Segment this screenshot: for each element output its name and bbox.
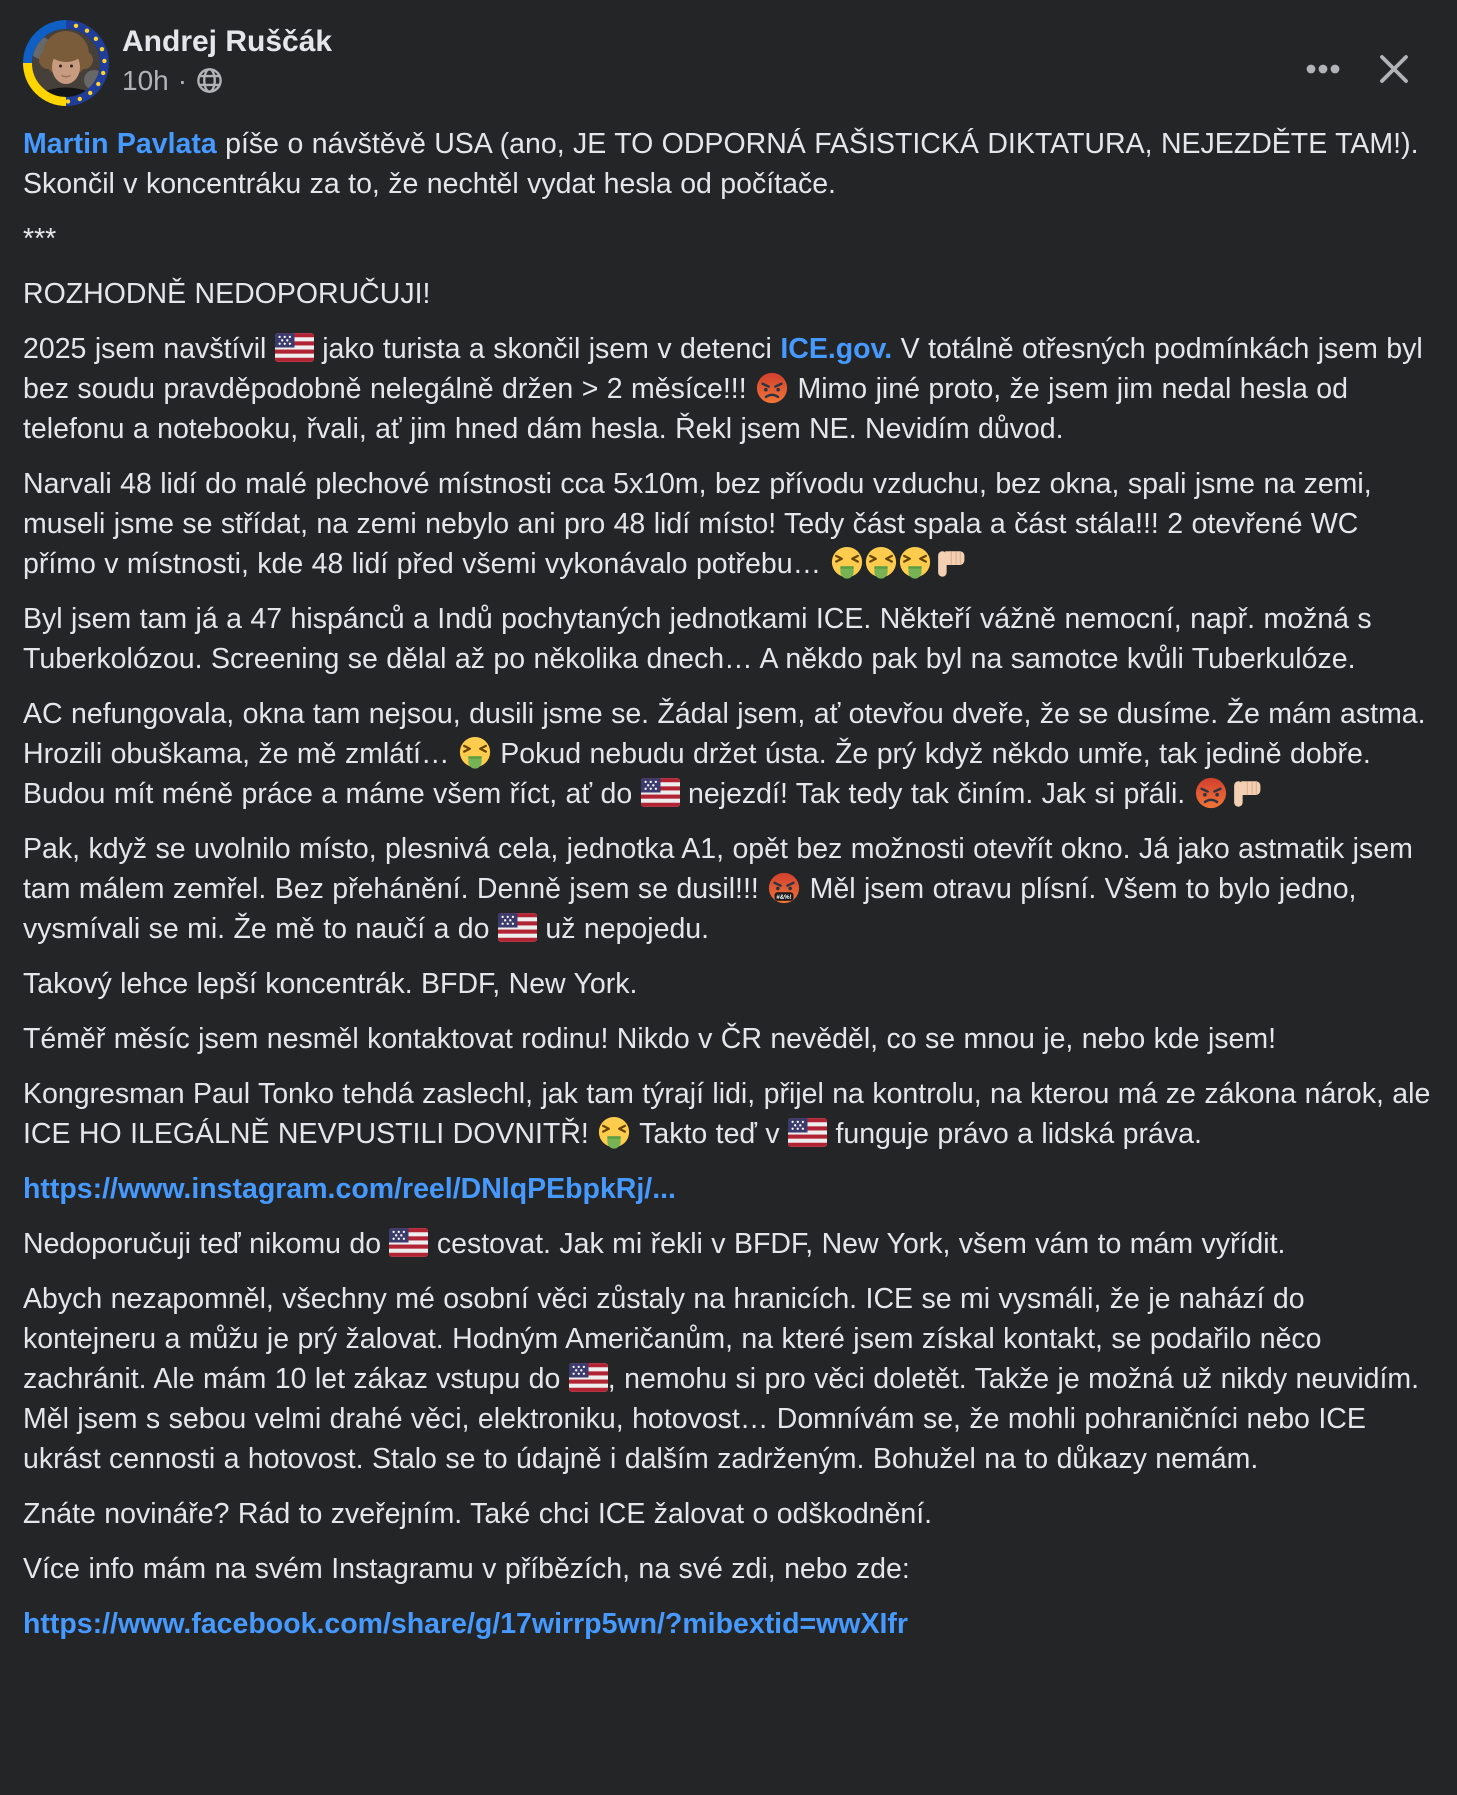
- post-paragraph: Narvali 48 lidí do malé plechové místnosti cca 5x10m, bez přívodu vzduchu, bez okna, spali jsme na zemi, museli jsme se střídat, na zemi nebylo ani pro 48 lidí místo! Tedy část spala a část stála!!! 2 otevřené WC přímo v místnosti, kde 48 lidí před všemi vykonávalo potřebu…: [23, 468, 1372, 580]
- svg-text:#&%!: #&%!: [776, 893, 792, 901]
- more-options-button[interactable]: [1296, 42, 1350, 96]
- header-actions: [1296, 42, 1420, 96]
- close-icon: [1374, 77, 1414, 92]
- close-button[interactable]: [1368, 43, 1420, 95]
- avatar-image: [23, 20, 109, 106]
- vomiting-face-emoji: [898, 546, 932, 580]
- cursing-face-emoji: [767, 871, 801, 905]
- meta-separator: ·: [177, 64, 188, 96]
- post-paragraph: Znáte novináře? Rád to zveřejním. Také chci ICE žalovat o odškodnění.: [23, 1498, 933, 1530]
- post-meta-line: [122, 64, 332, 96]
- us-flag-emoji: [788, 1118, 827, 1147]
- post-paragraph: Byl jsem tam já a 47 hispánců a Indů pochytaných jednotkami ICE. Někteří vážně nemocní, např. možná s Tuberkolózou. Screening se dělal až po několika dnech… A někdo pak byl na samotce kvůli Tuberkulóze.: [23, 603, 1372, 675]
- header-meta: [122, 20, 332, 95]
- post-header: [23, 20, 1434, 106]
- three-dots-icon: [1302, 78, 1344, 93]
- post-paragraph: Takový lehce lepší koncentrák. BFDF, New York.: [23, 968, 638, 1000]
- post-paragraph: AC nefungovala, okna tam nejsou, dusili jsme se. Žádal jsem, ať otevřou dveře, že se dusíme. Že mám astma. Hrozili obuškama, že mě zmlátí… Pokud nebudu držet ústa. Že prý když někdo umře, tak jedině dobře. Budou mít méně práce a máme všem říct, ať do nejezdí! Tak tedy tak činím. Jak si přáli.: [23, 698, 1426, 810]
- inline-link[interactable]: Martin Pavlata: [23, 128, 217, 160]
- thumbs-down-emoji: [1228, 776, 1262, 810]
- post-paragraph: Nedoporučuji teď nikomu do cestovat. Jak mi řekli v BFDF, New York, všem vám to mám vyřídit.: [23, 1228, 1286, 1260]
- post-paragraph: Kongresman Paul Tonko tehdá zaslechl, jak tam týrají lidi, přijel na kontrolu, na kterou má ze zákona nárok, ale ICE HO ILEGÁLNĚ NEVPUSTILI DOVNITŘ! Takto teď v funguje právo a lidská práva.: [23, 1078, 1431, 1150]
- vomiting-face-emoji: [597, 1116, 631, 1150]
- post-paragraph: ROZHODNĚ NEDOPORUČUJI!: [23, 278, 431, 310]
- post-paragraph: [23, 1169, 1434, 1209]
- timestamp[interactable]: 10h: [122, 64, 169, 96]
- post-paragraph: Téměř měsíc jsem nesměl kontaktovat rodinu! Nikdo v ČR nevěděl, co se mnou je, nebo kde jsem!: [23, 1023, 1277, 1055]
- avatar[interactable]: [23, 20, 109, 106]
- angry-face-emoji: [1194, 776, 1228, 810]
- us-flag-emoji: [389, 1228, 428, 1257]
- post-paragraph: 2025 jsem navštívil jako turista a skončil jsem v detenci ICE.gov. V totálně otřesných podmínkách jsem byl bez soudu pravděpodobně nelegálně držen > 2 měsíce!!! Mimo jiné proto, že jsem jim nedal hesla od telefonu a notebooku, řvali, ať jim hned dám hesla. Řekl jsem NE. Nevidím důvod.: [23, 333, 1423, 445]
- post-paragraph: ***: [23, 223, 57, 255]
- post-paragraph: Abych nezapomněl, všechny mé osobní věci zůstaly na hranicích. ICE se mi vysmáli, že je nahází do kontejneru a můžu je prý žalovat. Hodným Američanům, na které jsem získal kontakt, se podařilo něco zachránit. Ale mám 10 let zákaz vstupu do , nemohu si pro věci doletět. Takže je možná už nikdy neuvidím. Měl jsem s sebou velmi drahé věci, elektroniku, hotovost… Domnívám se, že mohli pohraničníci nebo ICE ukrást cennosti a hotovost. Stalo se to údajně i dalším zadrženým. Bohužel na to důkazy nemám.: [23, 1283, 1420, 1475]
- post-paragraph: Martin Pavlata píše o návštěvě USA (ano, JE TO ODPORNÁ FAŠISTICKÁ DIKTATURA, NEJEZDĚTE TAM!). Skončil v koncentráku za to, že nechtěl vydat hesla od počítače.: [23, 128, 1419, 200]
- author-name[interactable]: Andrej Ruščák: [122, 25, 333, 58]
- post-content: [23, 122, 1434, 1644]
- globe-icon: [196, 67, 223, 94]
- inline-link[interactable]: ICE.gov.: [780, 333, 893, 365]
- inline-link[interactable]: https://www.instagram.com/reel/DNlqPEbpkRj/...: [23, 1173, 676, 1205]
- us-flag-emoji: [275, 333, 314, 362]
- angry-face-emoji: [755, 371, 789, 405]
- us-flag-emoji: [641, 778, 680, 807]
- inline-link[interactable]: https://www.facebook.com/share/g/17wirrp5wn/?mibextid=wwXIfr: [23, 1608, 909, 1640]
- post-paragraph: [23, 1604, 1434, 1644]
- vomiting-face-emoji: [830, 546, 864, 580]
- us-flag-emoji: [569, 1363, 608, 1392]
- post-paragraph: Více info mám na svém Instagramu v příbězích, na své zdi, nebo zde:: [23, 1553, 910, 1585]
- us-flag-emoji: [498, 913, 537, 942]
- thumbs-down-emoji: [932, 546, 966, 580]
- vomiting-face-emoji: [458, 736, 492, 770]
- vomiting-face-emoji: [864, 546, 898, 580]
- post-paragraph: Pak, když se uvolnilo místo, plesnivá cela, jednotka A1, opět bez možnosti otevřít okno. Já jako astmatik jsem tam málem zemřel. Bez přehánění. Denně jsem se dusil!!! #&%! Měl jsem otravu plísní. Všem to bylo jedno, vysmívali se mi. Že mě to naučí a do už nepojedu.: [23, 833, 1413, 945]
